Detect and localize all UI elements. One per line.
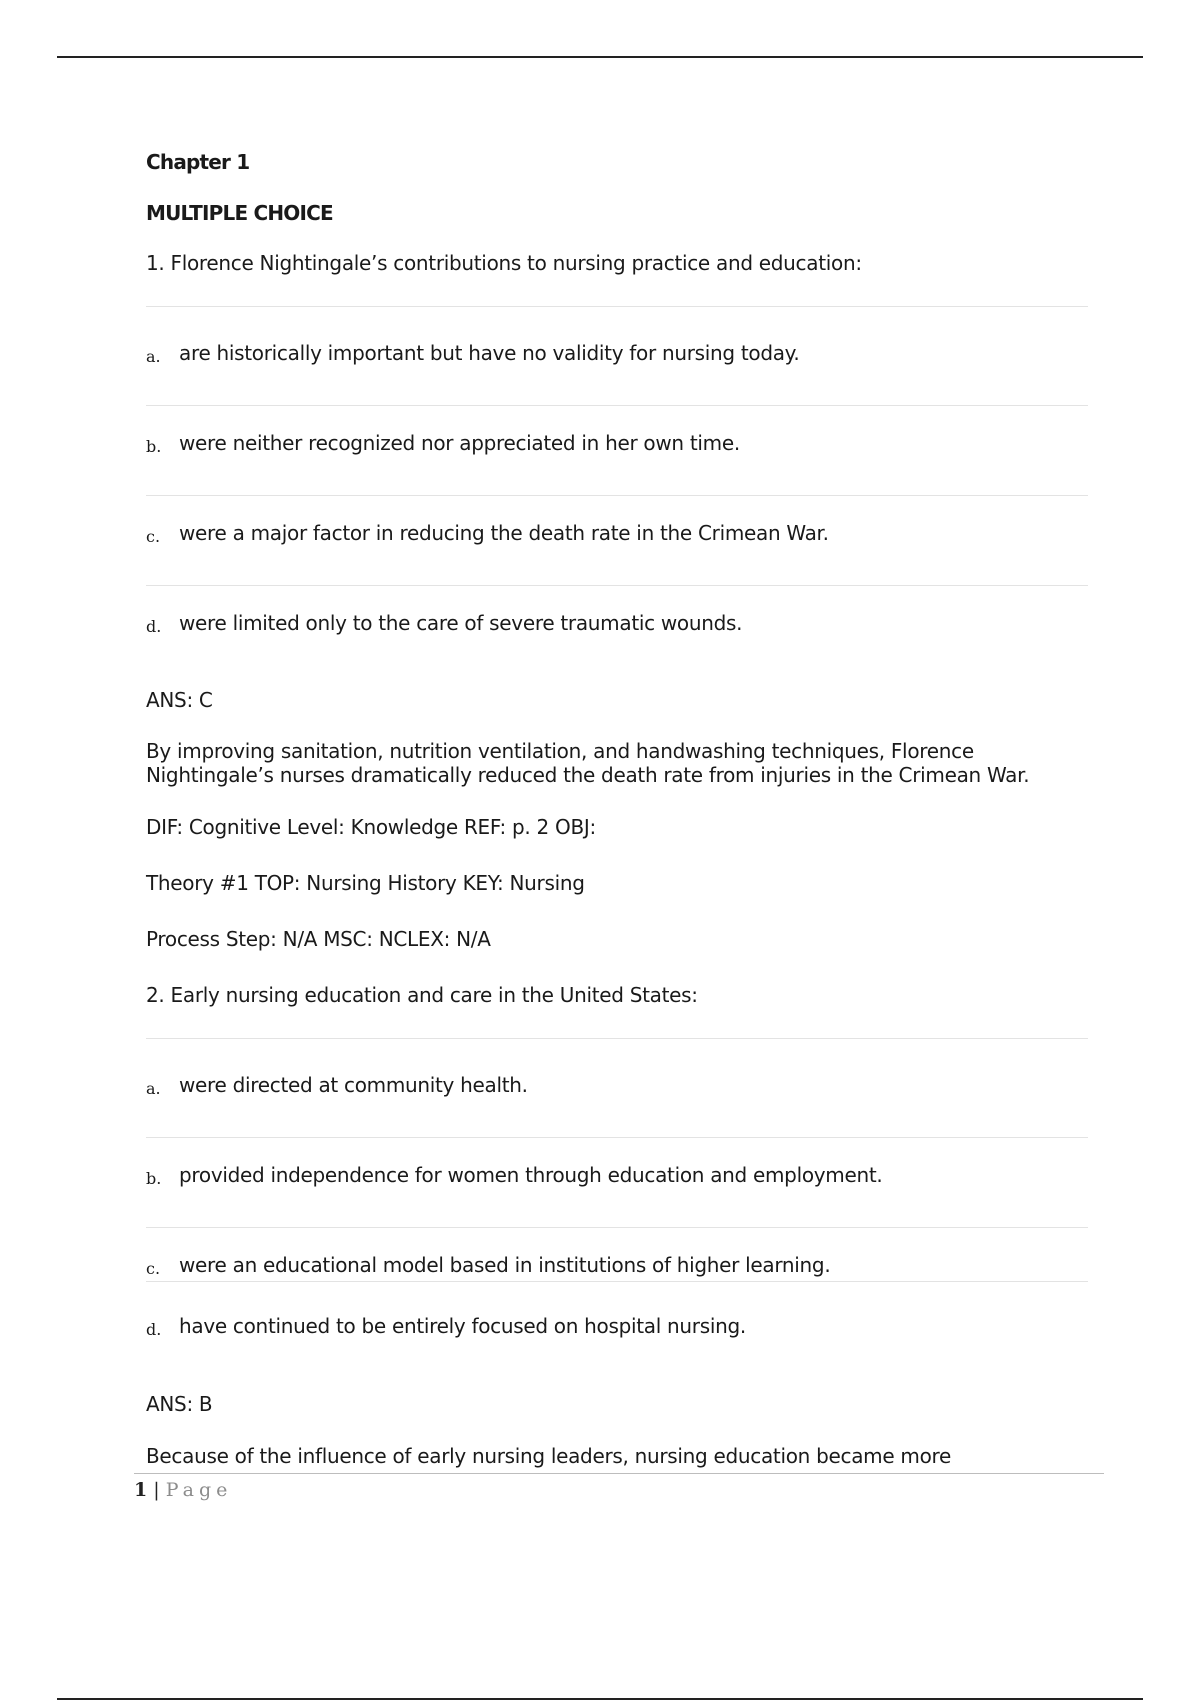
q1-option-d-text: were limited only to the care of severe traumatic wounds. bbox=[179, 611, 743, 635]
q1-meta-line-3: Process Step: N/A MSC: NCLEX: N/A bbox=[146, 927, 491, 951]
divider bbox=[146, 1281, 1088, 1282]
q2-option-a-text: were directed at community health. bbox=[179, 1073, 528, 1097]
divider bbox=[146, 585, 1088, 586]
divider bbox=[146, 495, 1088, 496]
divider bbox=[146, 1038, 1088, 1039]
divider bbox=[146, 306, 1088, 307]
q1-answer: ANS: C bbox=[146, 688, 213, 712]
question-2-stem: 2. Early nursing education and care in the United States: bbox=[146, 983, 698, 1007]
q2-option-d-letter: d. bbox=[146, 1320, 162, 1339]
q1-rationale: By improving sanitation, nutrition ventilation, and handwashing techniques, Florence Nightingale’s nurses dramatically reduced the death rate from injuries in the Crimean War. bbox=[146, 739, 1030, 787]
q1-option-a-text: are historically important but have no validity for nursing today. bbox=[179, 341, 800, 365]
q1-option-c-text: were a major factor in reducing the death rate in the Crimean War. bbox=[179, 521, 829, 545]
q2-rationale: Because of the influence of early nursing leaders, nursing education became more bbox=[146, 1444, 951, 1468]
q2-option-a-letter: a. bbox=[146, 1079, 161, 1098]
divider bbox=[146, 405, 1088, 406]
page-number: 1 bbox=[134, 1479, 148, 1501]
q1-option-b-text: were neither recognized nor appreciated in her own time. bbox=[179, 431, 740, 455]
page-footer bbox=[134, 1478, 232, 1502]
q1-option-b-letter: b. bbox=[146, 437, 162, 456]
chapter-heading: Chapter 1 bbox=[146, 150, 250, 174]
footer-rule bbox=[134, 1473, 1104, 1474]
page-label: Page bbox=[165, 1479, 233, 1501]
footer-separator: | bbox=[153, 1479, 160, 1501]
divider bbox=[146, 1137, 1088, 1138]
top-rule bbox=[57, 56, 1143, 58]
q1-meta-line-2: Theory #1 TOP: Nursing History KEY: Nursing bbox=[146, 871, 585, 895]
q1-option-a-letter: a. bbox=[146, 347, 161, 366]
q2-option-b-letter: b. bbox=[146, 1169, 162, 1188]
q1-option-d-letter: d. bbox=[146, 617, 162, 636]
section-heading: MULTIPLE CHOICE bbox=[146, 201, 333, 225]
q2-option-d-text: have continued to be entirely focused on hospital nursing. bbox=[179, 1314, 746, 1338]
q2-option-c-text: were an educational model based in institutions of higher learning. bbox=[179, 1253, 831, 1277]
q2-answer: ANS: B bbox=[146, 1392, 213, 1416]
q1-option-c-letter: c. bbox=[146, 527, 161, 546]
q2-option-c-letter: c. bbox=[146, 1259, 161, 1278]
divider bbox=[146, 1227, 1088, 1228]
q1-meta-line-1: DIF: Cognitive Level: Knowledge REF: p. 2 OBJ: bbox=[146, 815, 596, 839]
question-1-stem: 1. Florence Nightingale’s contributions to nursing practice and education: bbox=[146, 251, 862, 275]
q2-option-b-text: provided independence for women through education and employment. bbox=[179, 1163, 883, 1187]
